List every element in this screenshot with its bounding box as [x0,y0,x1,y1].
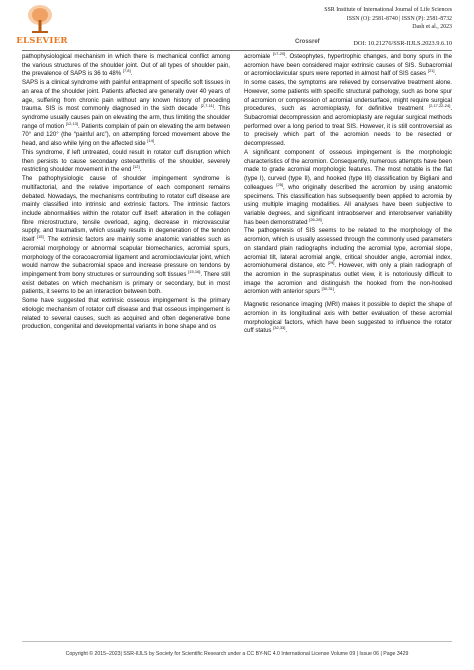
left-column [22,53,230,332]
doi-link[interactable]: DOI: 10.21276/SSR-IIJLS.2023.9.6.10 [353,39,452,47]
paragraph: In some cases, the symptoms are relieved by conservative treatment alone. However, some patients with specific structural pathology, such as bone spur of acromion or compression of acromial undersurface, might require surgical procedures, such as acromioplasty, for definitive treatment [2,17,22-24]. Subacromial decompression and acromioplasty are regular surgical methods performed over a long period to treat SIS. However, it is still controversial as to precisely which part of the acromion needs to be resected or decompressed. [244,80,452,148]
paragraph: SAPS is a clinical syndrome with painful entrapment of specific soft tissues in an area of the shoulder joint. Patients affected are generally over 40 years of age, suffering from chronic pain without any known history of preceding trauma. SIS is most commonly diagnosed in the sixth decade [2,7-11]. This syndrome usually causes pain on elevating the arm, thus limiting the shoulder range of motion [12,13]. Patients complain of pain on elevating the arm between 70° and 120° (the “painful arc”), on attempting forced movement above the head, and also while lying on the affected side [14]. [22,80,230,148]
issn-line: ISSN (O): 2581-8740 | ISSN (P): 2581-8732 [346,15,452,22]
paragraph: Some have suggested that extrinsic osseous impingement is the primary etiologic mechanism of rotator cuff disease and that osseous impingement is related to several causes, such as acquired and often degenerative bone production, congenital and developmental variants in bone shape and os [22,298,230,331]
tree-logo-icon [26,4,54,34]
footer-divider [22,641,452,642]
paragraph: This syndrome, if left untreated, could result in rotator cuff disruption which then persists to cause secondary osteoarthritis of the shoulder, severely restricting shoulder movement in the end [12]. [22,149,230,174]
paragraph: Magnetic resonance imaging (MRI) makes it possible to depict the shape of acromion in its longitudinal axis with better evaluation of these acromial morphological factors, which have been suggested to influence the rotator cuff status [32,33]. [244,302,452,335]
right-column [244,53,452,336]
paragraph: The pathophysiologic cause of shoulder impingement syndrome is multifactorial, and the relative importance of each component remains debated. Nowadays, the mechanisms contributing to rotator cuff disease are mainly classified into intrinsic and extrinsic factors. The intrinsic factors include abnormalities within the rotator cuff itself: alteration in the collagen fibre microstructure, tensile overload, aging, decrease in microvascular supply, and traumatism, which usually results in degeneration of the tendon itself [15]. The extrinsic factors are mainly some anatomic variables such as acromial morphology or abnormal scapular biomechanics, acromial spurs, morphology of the coracoacromial ligament and acromioclavicular joint, which would narrow the subacromial space and increase pressure on tendons by impingement from bony structures or surrounding soft tissues [15,16]. There still exist debates on which mechanism is primary or secondary, but in most patients, it seems to be an interaction between both. [22,176,230,296]
crossref-label: Crossref [295,39,320,45]
journal-title: SSR Institute of International Journal of Life Sciences [324,7,452,13]
page-header [0,0,474,52]
logo-text: ELSEVIER [16,36,68,46]
publisher-logo [14,4,66,48]
page-footer: Copyright © 2015–2023| SSR-IIJLS by Society for Scientific Research under a CC BY-NC 4.0 International License Volume 09 | Issue 06 | Page 3429 [65,651,409,657]
paragraph: A significant component of osseous impingement is the morphologic characteristics of the acromion. Consequently, numerous attempts have been made to grade acromial morphologic features. The most notable is the flat (type I), curved (type II), and hooked (type III) classification by Bigliani and colleagues [25], who originally described the acromion by using anatomic specimens. This classification has subsequently been applied to acromia by using multiple imaging modalities. All analyses have been subjective to variable degrees, and significant intraobserver and interobserver variability has been demonstrated [26-28]. [244,149,453,226]
author-line: Dash et al., 2023 [412,24,452,31]
header-divider [22,50,452,51]
paragraph: acromiale [17-20]. Osteophytes, hypertrophic changes, and bony spurs in the acromion have been considered major extrinsic causes of SIS. Subacromial or acromioclavicular spurs were reported in almost half of SIS cases [21]. [244,51,452,78]
paragraph: The pathogenesis of SIS seems to be related to the morphology of the acromion, which is usually assessed through the commonly used parameters on standard plain radiographs including the acromial type, acromial slope, acromial tilt, lateral acromial angle, critical shoulder angle, acromial index, acromiohumeral distance, etc [29]. However, with only a plain radiograph of the acromion in the supraspinatus outlet view, it is notoriously difficult to image the acromion and distinguish the hooked from the non-hooked acromion with anterior spurs [30,31]. [244,228,452,296]
paragraph: pathophysiological mechanism in which there is mechanical conflict among the various structures of the shoulder joint. Out of all types of shoulder pain, the prevalence of SAPS is 36 to 48% [7,8]. [22,54,230,78]
crossref-badge[interactable] [295,39,320,45]
journal-info [324,6,452,32]
